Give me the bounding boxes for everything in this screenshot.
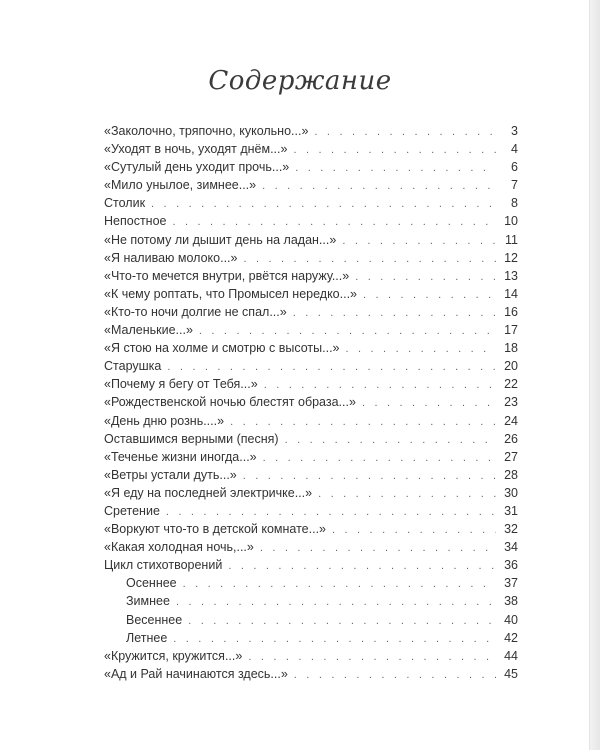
toc-entry-title: Оставшимся верными (песня) bbox=[104, 431, 279, 446]
dot-leader bbox=[228, 557, 496, 575]
toc-entry-title: Старушка bbox=[104, 359, 162, 374]
toc-page-number: 10 bbox=[504, 214, 518, 229]
toc-entry bbox=[104, 140, 518, 158]
toc-page-number: 42 bbox=[504, 630, 518, 645]
toc-entry bbox=[104, 212, 518, 230]
dot-leader bbox=[293, 141, 496, 159]
page-edge bbox=[589, 0, 600, 750]
toc-subentry bbox=[104, 629, 518, 647]
dot-leader bbox=[332, 521, 496, 539]
toc-page-number: 22 bbox=[504, 377, 518, 392]
dot-leader bbox=[294, 666, 496, 684]
toc-entry bbox=[104, 647, 518, 665]
toc-page-number: 13 bbox=[504, 268, 518, 283]
toc-entry-title: «Маленькие...» bbox=[104, 323, 193, 338]
toc-entry-title: Столик bbox=[104, 196, 146, 211]
toc-entry bbox=[104, 194, 518, 212]
toc-entry-title: «Я еду на последней электричке...» bbox=[104, 485, 313, 500]
toc-entry-title: «Кто-то ночи долгие не спал...» bbox=[104, 304, 287, 319]
toc-page-number: 24 bbox=[504, 413, 518, 428]
toc-page-number: 40 bbox=[504, 612, 518, 627]
dot-leader bbox=[293, 304, 496, 322]
toc-entry-title: «Сутулый день уходит прочь...» bbox=[104, 160, 290, 175]
page-title: Содержание bbox=[208, 66, 392, 96]
toc-entry-title: «Кружится, кружится...» bbox=[104, 648, 243, 663]
toc-entry bbox=[104, 231, 518, 249]
toc-entry-title: «Ветры устали дуть...» bbox=[104, 467, 237, 482]
toc-page-number: 7 bbox=[511, 178, 518, 193]
toc-entry-title: Зимнее bbox=[126, 594, 170, 609]
toc-entry-title: «Уходят в ночь, уходят днём...» bbox=[104, 142, 288, 157]
toc-page-number: 8 bbox=[511, 196, 518, 211]
toc-entry bbox=[104, 430, 518, 448]
dot-leader bbox=[355, 268, 496, 286]
toc-entry bbox=[104, 285, 518, 303]
toc-page-number: 12 bbox=[504, 250, 518, 265]
toc-page-number: 30 bbox=[504, 485, 518, 500]
toc-page-number: 38 bbox=[504, 594, 518, 609]
toc-entry bbox=[104, 556, 518, 574]
toc-entry bbox=[104, 484, 518, 502]
toc-entry-title: «День дню рознь....» bbox=[104, 413, 225, 428]
toc-entry-title: «Заколочно, тряпочно, кукольно...» bbox=[104, 124, 309, 138]
table-of-contents bbox=[104, 122, 518, 683]
dot-leader bbox=[176, 593, 496, 611]
dot-leader bbox=[151, 195, 496, 213]
dot-leader bbox=[243, 467, 496, 485]
toc-entry bbox=[104, 357, 518, 375]
toc-subentry bbox=[104, 574, 518, 592]
toc-entry-title: «Рождественской ночью блестят образа...» bbox=[104, 395, 356, 410]
toc-entry-title: «Что-то мечется внутри, рвётся наружу...» bbox=[104, 268, 350, 283]
dot-leader bbox=[262, 177, 496, 195]
toc-page-number: 31 bbox=[504, 503, 518, 518]
toc-entry bbox=[104, 502, 518, 520]
toc-entry bbox=[104, 158, 518, 176]
toc-entry bbox=[104, 267, 518, 285]
toc-page-number: 20 bbox=[504, 359, 518, 374]
toc-entry bbox=[104, 176, 518, 194]
dot-leader bbox=[263, 449, 496, 467]
toc-entry-title: «Мило унылое, зимнее...» bbox=[104, 178, 257, 193]
dot-leader bbox=[243, 250, 496, 268]
toc-entry bbox=[104, 375, 518, 393]
toc-entry-title: «Воркуют что-то в детской комнате...» bbox=[104, 522, 327, 537]
toc-page-number: 16 bbox=[504, 304, 518, 319]
toc-page-number: 23 bbox=[504, 395, 518, 410]
toc-entry bbox=[104, 321, 518, 339]
toc-entry bbox=[104, 412, 518, 430]
dot-leader bbox=[342, 232, 496, 250]
toc-page-number: 44 bbox=[504, 648, 518, 663]
toc-entry-title: «Какая холодная ночь,...» bbox=[104, 540, 254, 555]
toc-entry-title: «Я наливаю молоко...» bbox=[104, 250, 238, 265]
toc-entry-title: Весеннее bbox=[126, 612, 183, 627]
dot-leader bbox=[318, 485, 496, 503]
toc-page-number: 3 bbox=[511, 124, 518, 138]
toc-page-number: 17 bbox=[504, 323, 518, 338]
toc-entry-title: Цикл стихотворений bbox=[104, 558, 223, 573]
toc-entry-title: Непостное bbox=[104, 214, 167, 229]
toc-entry-title: Осеннее bbox=[126, 576, 177, 591]
toc-entry bbox=[104, 665, 518, 683]
toc-entry-title: Летнее bbox=[126, 630, 168, 645]
toc-entry bbox=[104, 303, 518, 321]
toc-page-number: 32 bbox=[504, 522, 518, 537]
dot-leader bbox=[314, 123, 496, 141]
dot-leader bbox=[346, 340, 496, 358]
toc-entry bbox=[104, 249, 518, 267]
dot-leader bbox=[166, 503, 496, 521]
toc-entry bbox=[104, 339, 518, 357]
dot-leader bbox=[248, 648, 496, 666]
toc-page-number: 45 bbox=[504, 666, 518, 681]
toc-subentry bbox=[104, 611, 518, 629]
toc-entry bbox=[104, 448, 518, 466]
toc-page-number: 18 bbox=[504, 341, 518, 356]
toc-page-number: 26 bbox=[504, 431, 518, 446]
dot-leader bbox=[188, 612, 496, 630]
dot-leader bbox=[167, 358, 496, 376]
toc-entry-title: «К чему роптать, что Промысел нередко...» bbox=[104, 286, 357, 301]
dot-leader bbox=[173, 630, 496, 648]
toc-page-number: 4 bbox=[511, 142, 518, 157]
toc-entry bbox=[104, 538, 518, 556]
toc-page-number: 27 bbox=[504, 449, 518, 464]
toc-subentry bbox=[104, 592, 518, 610]
toc-page-number: 11 bbox=[505, 232, 518, 247]
dot-leader bbox=[230, 413, 496, 431]
toc-page-number: 36 bbox=[504, 558, 518, 573]
dot-leader bbox=[183, 575, 496, 593]
toc-entry bbox=[104, 122, 518, 140]
toc-entry-title: «Не потому ли дышит день на ладан...» bbox=[104, 232, 337, 247]
toc-entry-title: «Теченье жизни иногда...» bbox=[104, 449, 257, 464]
toc-page-number: 37 bbox=[504, 576, 518, 591]
dot-leader bbox=[172, 213, 496, 231]
toc-page-number: 14 bbox=[504, 286, 518, 301]
toc-entry-title: «Я стою на холме и смотрю с высоты...» bbox=[104, 341, 340, 356]
dot-leader bbox=[260, 539, 496, 557]
toc-entry-title: Сретение bbox=[104, 503, 160, 518]
toc-page-number: 6 bbox=[511, 160, 518, 175]
dot-leader bbox=[199, 322, 496, 340]
toc-entry bbox=[104, 520, 518, 538]
dot-leader bbox=[285, 431, 496, 449]
toc-entry-title: «Ад и Рай начинаются здесь...» bbox=[104, 666, 288, 681]
dot-leader bbox=[362, 394, 496, 412]
toc-entry bbox=[104, 393, 518, 411]
toc-page-number: 28 bbox=[504, 467, 518, 482]
toc-entry bbox=[104, 466, 518, 484]
dot-leader bbox=[363, 286, 496, 304]
dot-leader bbox=[295, 159, 496, 177]
dot-leader bbox=[264, 376, 496, 394]
toc-entry-title: «Почему я бегу от Тебя...» bbox=[104, 377, 258, 392]
toc-page-number: 34 bbox=[504, 540, 518, 555]
